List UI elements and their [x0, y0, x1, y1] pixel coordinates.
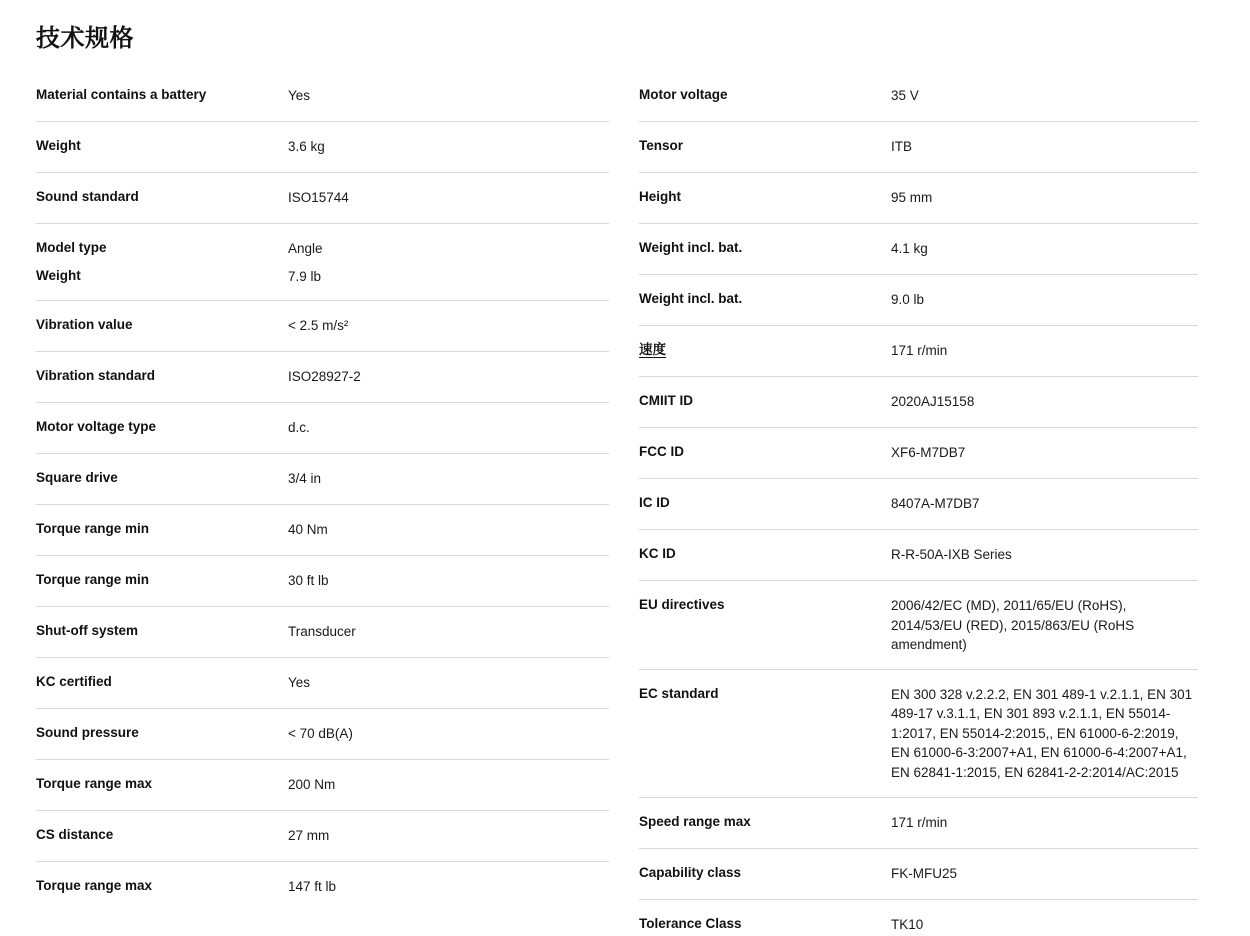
spec-label: Motor voltage type — [36, 418, 288, 436]
spec-row — [36, 71, 609, 122]
spec-label: Tolerance Class — [639, 915, 891, 933]
spec-value: 27 mm — [288, 826, 609, 846]
spec-row — [36, 862, 609, 899]
spec-label: Square drive — [36, 469, 288, 487]
spec-row — [36, 352, 609, 403]
spec-row — [639, 377, 1198, 428]
spec-label: FCC ID — [639, 443, 891, 461]
spec-label: Vibration value — [36, 316, 288, 334]
spec-row — [36, 658, 609, 709]
spec-value: Angle — [288, 239, 609, 259]
spec-row — [36, 261, 609, 302]
spec-row — [36, 173, 609, 224]
spec-label: Motor voltage — [639, 86, 891, 104]
spec-row — [639, 326, 1198, 377]
spec-value: EN 300 328 v.2.2.2, EN 301 489-1 v.2.1.1, EN 301 489-17 v.3.1.1, EN 301 893 v.2.1.1, EN 55014-1:2017, EN 55014-2:2015,, EN 61000-6-2:2019, EN 61000-6-3:2007+A1, EN 61000-6-4:2007+A1, EN 62841-1:2015, EN 62841-2-2:2014/AC:2015 — [891, 685, 1198, 783]
specifications-left-column — [36, 71, 625, 936]
spec-value: 147 ft lb — [288, 877, 609, 897]
spec-value: 35 V — [891, 86, 1198, 106]
spec-row — [36, 122, 609, 173]
spec-value: Transducer — [288, 622, 609, 642]
spec-value: 2006/42/EC (MD), 2011/65/EU (RoHS), 2014/53/EU (RED), 2015/863/EU (RoHS amendment) — [891, 596, 1198, 655]
spec-row — [36, 556, 609, 607]
spec-label: Torque range min — [36, 520, 288, 538]
spec-label: Torque range max — [36, 775, 288, 793]
spec-value: 8407A-M7DB7 — [891, 494, 1198, 514]
spec-row — [639, 479, 1198, 530]
spec-label: CMIIT ID — [639, 392, 891, 410]
spec-label: Weight — [36, 267, 288, 285]
spec-row — [639, 900, 1198, 936]
spec-value: 40 Nm — [288, 520, 609, 540]
spec-value: 2020AJ15158 — [891, 392, 1198, 412]
specifications-right-column — [625, 71, 1214, 936]
spec-value: XF6-M7DB7 — [891, 443, 1198, 463]
spec-label: CS distance — [36, 826, 288, 844]
page-title: 技术规格 — [0, 0, 1250, 53]
spec-label: KC ID — [639, 545, 891, 563]
spec-row — [639, 581, 1198, 670]
spec-value: 3/4 in — [288, 469, 609, 489]
spec-row — [36, 301, 609, 352]
spec-row — [36, 760, 609, 811]
spec-value: Yes — [288, 86, 609, 106]
spec-label: EU directives — [639, 596, 891, 614]
spec-value: < 2.5 m/s² — [288, 316, 609, 336]
spec-label: Material contains a battery — [36, 86, 288, 104]
spec-label: Height — [639, 188, 891, 206]
spec-row — [36, 607, 609, 658]
spec-row — [36, 811, 609, 862]
spec-row — [36, 454, 609, 505]
spec-row — [639, 173, 1198, 224]
spec-label: Weight incl. bat. — [639, 290, 891, 308]
spec-value: ITB — [891, 137, 1198, 157]
spec-value: FK-MFU25 — [891, 864, 1198, 884]
spec-label: Sound pressure — [36, 724, 288, 742]
spec-value: < 70 dB(A) — [288, 724, 609, 744]
spec-label: Shut-off system — [36, 622, 288, 640]
spec-value: 3.6 kg — [288, 137, 609, 157]
spec-row — [639, 428, 1198, 479]
spec-label: Model type — [36, 239, 288, 257]
spec-label: Capability class — [639, 864, 891, 882]
spec-row — [639, 530, 1198, 581]
spec-label: Weight — [36, 137, 288, 155]
spec-row — [639, 71, 1198, 122]
spec-label: Vibration standard — [36, 367, 288, 385]
spec-value: d.c. — [288, 418, 609, 438]
spec-value: 9.0 lb — [891, 290, 1198, 310]
spec-row — [639, 798, 1198, 849]
spec-label: Sound standard — [36, 188, 288, 206]
spec-value: 171 r/min — [891, 341, 1198, 361]
spec-value: TK10 — [891, 915, 1198, 935]
spec-value: 7.9 lb — [288, 267, 609, 287]
spec-value: 4.1 kg — [891, 239, 1198, 259]
spec-value: ISO28927-2 — [288, 367, 609, 387]
spec-value: 30 ft lb — [288, 571, 609, 591]
spec-row — [639, 122, 1198, 173]
specifications-grid — [0, 71, 1250, 936]
spec-row — [639, 275, 1198, 326]
spec-row — [639, 849, 1198, 900]
spec-value: 200 Nm — [288, 775, 609, 795]
spec-label: Torque range min — [36, 571, 288, 589]
spec-row — [639, 224, 1198, 275]
spec-label: Tensor — [639, 137, 891, 155]
spec-value: Yes — [288, 673, 609, 693]
spec-row — [36, 505, 609, 556]
spec-label: Speed range max — [639, 813, 891, 831]
spec-value: 171 r/min — [891, 813, 1198, 833]
spec-value: R-R-50A-IXB Series — [891, 545, 1198, 565]
spec-label: Torque range max — [36, 877, 288, 895]
spec-label: KC certified — [36, 673, 288, 691]
spec-row — [639, 670, 1198, 798]
spec-label: EC standard — [639, 685, 891, 703]
spec-label: IC ID — [639, 494, 891, 512]
spec-value: 95 mm — [891, 188, 1198, 208]
spec-label: Weight incl. bat. — [639, 239, 891, 257]
spec-row — [36, 224, 609, 261]
spec-value: ISO15744 — [288, 188, 609, 208]
spec-label: 速度 — [639, 341, 891, 359]
spec-row — [36, 403, 609, 454]
spec-row — [36, 709, 609, 760]
